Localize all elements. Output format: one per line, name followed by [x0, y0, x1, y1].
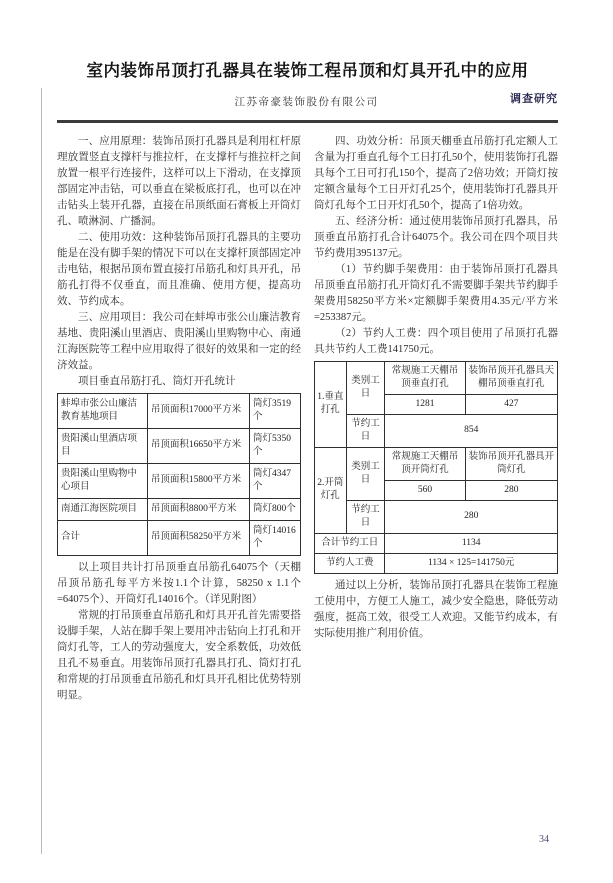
table-cell: 贵阳溪山里酒店项目 — [58, 428, 148, 463]
paragraph-scaffold-savings: （1）节约脚手架费用：由于装饰吊顶打孔器具吊顶垂直吊筋打孔开筒灯孔不需要脚手架共节约脚手架费用58250平方米×定额脚手架费用4.35元/平方米=253387元。 — [314, 263, 558, 323]
table-cell: 贵阳溪山里购物中心项目 — [58, 463, 148, 498]
table-cell: 吊顶面积16650平方米 — [147, 428, 249, 463]
page-title: 室内装饰吊顶打孔器具在装饰工程吊顶和灯具开孔中的应用 — [86, 61, 529, 80]
table-cell: 节约工日 — [346, 500, 385, 533]
table-cell: 筒灯800个 — [249, 498, 300, 520]
project-statistics-table — [57, 393, 301, 556]
paragraph-labor-savings: （2）节约人工费：四个项目使用了吊顶打孔器具共节约人工费141750元。 — [314, 327, 558, 355]
author-affiliation: 江苏帝豪装饰股份有限公司 — [234, 97, 379, 108]
table-cell: 1281 — [385, 394, 465, 414]
paragraph-comparison-note: 常规的打吊顶垂直吊筋孔和灯具开孔首先需要搭设脚手架，人站在脚手架上要用冲击钻向上打孔和开筒灯孔等，工人的劳动强度大，安全系数低，功效低且孔不易垂直。用装饰吊顶打孔器具打孔、筒灯打孔和常规的打吊顶垂直吊筋孔和灯具开孔相比优势特别明显。 — [57, 609, 301, 701]
table-cell: 吊顶面积17000平方米 — [147, 393, 249, 428]
table-cell: 筒灯5350个 — [249, 428, 300, 463]
table-caption: 项目垂直吊筋打孔、筒灯开孔统计 — [78, 375, 236, 387]
paragraph-conclusion: 通过以上分析，装饰吊顶打孔器具在装饰工程施工使用中，方便工人施工，减少安全隐患，降低劳动强度，挺高工效，很受工人欢迎。又能节约成本，有实际使用推广利用价值。 — [314, 579, 558, 639]
table-cell: 1.垂直打孔 — [315, 361, 347, 447]
table-row — [58, 498, 301, 520]
table-row — [315, 414, 558, 447]
table-cell: 节约人工费 — [315, 553, 385, 573]
table-row — [315, 361, 558, 394]
table-cell: 427 — [465, 394, 557, 414]
table-row — [58, 520, 301, 555]
table-cell: 合计节约工日 — [315, 533, 385, 553]
table-row — [58, 428, 301, 463]
right-column — [314, 134, 558, 704]
article-body — [57, 134, 558, 704]
table-cell: 装饰吊顶开孔器具天棚吊顶垂直打孔 — [465, 361, 557, 394]
table-cell: 1134 × 125=141750元 — [385, 553, 558, 573]
table-cell: 常规施工天棚吊顶垂直打孔 — [385, 361, 465, 394]
table-cell: 蚌埠市张公山廉洁教育基地项目 — [58, 393, 148, 428]
header-divider — [57, 120, 558, 123]
table-cell: 南通江海医院项目 — [58, 498, 148, 520]
table-cell: 吊顶面积15800平方米 — [147, 463, 249, 498]
paragraph-applied-projects: 三、应用项目：我公司在蚌埠市张公山廉洁教育基地、贵阳溪山里酒店、贵阳溪山里购物中心、南通江海医院等工程中应用取得了很好的效果和一定的经济效益。 — [57, 311, 301, 371]
paragraph-efficiency-analysis: 四、功效分析：吊顶天棚垂直吊筋打孔定额人工含量为打垂直孔每个工日打孔50个，使用装饰打孔器具每个工日可打孔150个，提高了2倍功效；开筒灯按定额含量每个工日开灯孔25个，使用装饰打孔器具开筒灯孔每个工日开灯孔50个，提高了1倍功效。 — [314, 135, 558, 211]
table-row — [58, 463, 301, 498]
table-cell: 筒灯14016个 — [249, 520, 300, 555]
table-cell: 1134 — [385, 533, 558, 553]
paragraph-application-principle: 一、应用原理：装饰吊顶打孔器具是利用杠杆原理放置竖直支撑杆与推拉杆，在支撑杆与推拉杆之间放置一根平行连接件，这样可以上下滑动，在支撑顶部固定冲击钻，可以垂直在梁板底打孔，也可以在冲击钻头上装开孔器，直接在吊顶纸面石膏板上开筒灯孔、喷淋洞、广播洞。 — [57, 135, 301, 227]
page-left-rule — [41, 88, 42, 854]
table-row — [58, 393, 301, 428]
table-cell: 筒灯3519个 — [249, 393, 300, 428]
table-cell: 类别工日 — [346, 447, 385, 500]
table-cell: 类别工日 — [346, 361, 385, 414]
table-row — [315, 553, 558, 573]
table-cell: 筒灯4347个 — [249, 463, 300, 498]
page-number: 34 — [539, 834, 549, 845]
table-cell: 常规施工天棚吊顶开筒灯孔 — [385, 447, 465, 480]
table-cell: 2.开筒灯孔 — [315, 447, 347, 533]
paragraph-totals-note: 以上项目共计打吊顶垂直吊筋孔64075个（天棚吊顶吊筋孔每平方米按1.1个计算，58250 x 1.1个=64075个）、开筒灯孔14016个。（详见附图） — [57, 561, 301, 605]
workday-savings-table — [314, 361, 558, 574]
paragraph-usage-effect: 二、使用功效：这种装饰吊顶打孔器具的主要功能是在没有脚手架的情况下可以在支撑杆顶部固定冲击电钻，根据吊顶布置直接打吊筋孔和灯具开孔，吊筋孔打得不仅垂直，而且准确、使用方便，提高功效、节约成本。 — [57, 231, 301, 307]
left-column — [57, 134, 301, 704]
table-cell: 装饰吊顶开孔器具开筒灯孔 — [465, 447, 557, 480]
table-cell: 合计 — [58, 520, 148, 555]
table-cell: 280 — [465, 480, 557, 500]
table-cell: 280 — [385, 500, 558, 533]
table-cell: 854 — [385, 414, 558, 447]
table-cell: 节约工日 — [346, 414, 385, 447]
column-header-badge: 调查研究 — [510, 93, 558, 105]
table-row — [315, 533, 558, 553]
table-cell: 560 — [385, 480, 465, 500]
table-cell: 吊顶面积58250平方米 — [147, 520, 249, 555]
table-cell: 吊顶面积8800平方米 — [147, 498, 249, 520]
table-row — [315, 447, 558, 480]
table-row — [315, 500, 558, 533]
paragraph-economic-analysis: 五、经济分析：通过使用装饰吊顶打孔器具，吊顶垂直吊筋打孔合计64075个。我公司在四个项目共节约费用395137元。 — [314, 215, 558, 259]
